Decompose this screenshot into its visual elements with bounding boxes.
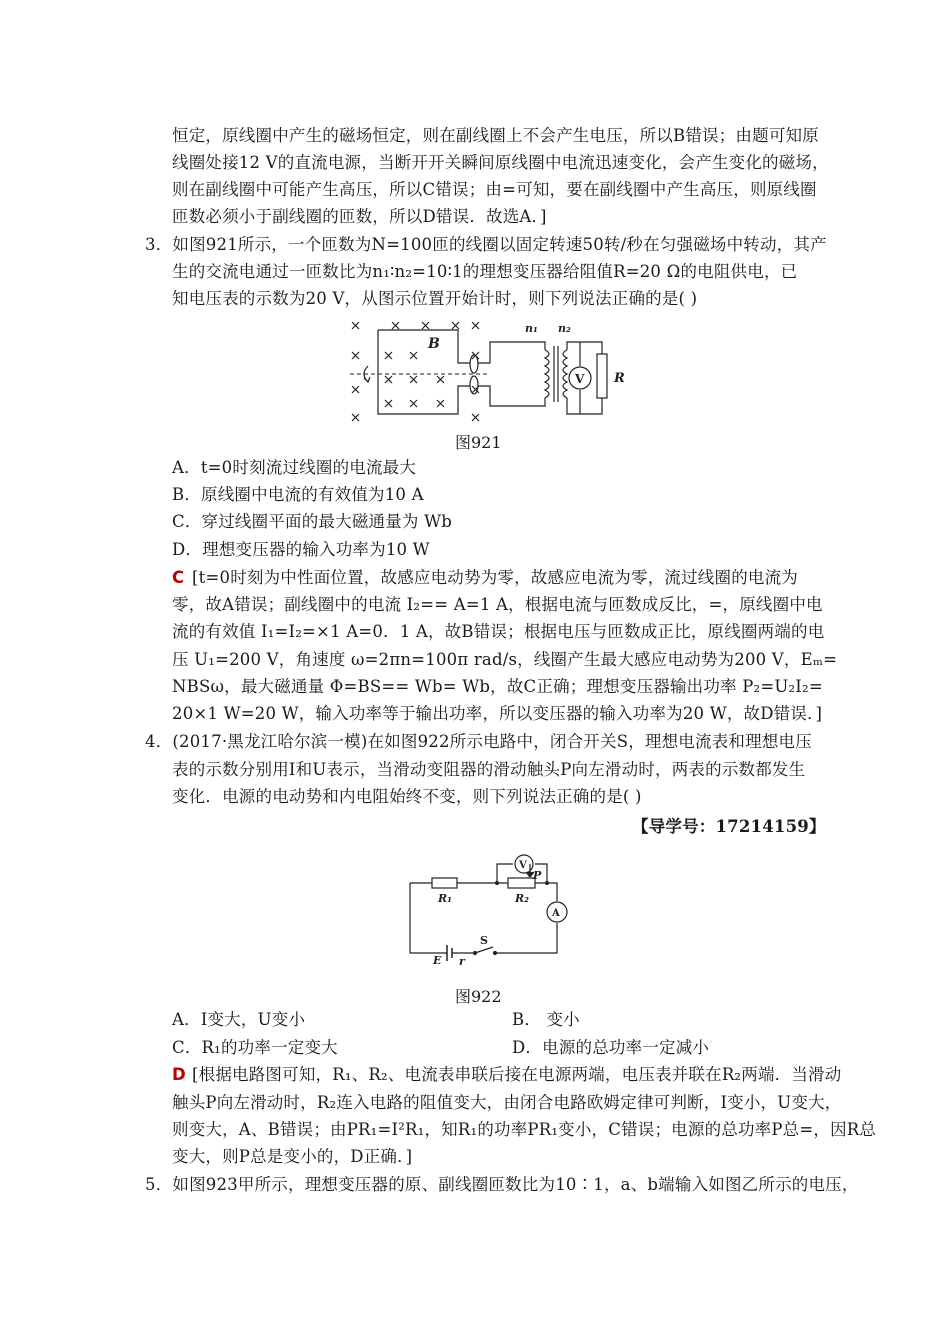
resistor-label: R [614,371,625,386]
field-label-b: B [428,336,440,352]
ammeter-label: A [552,908,560,919]
label-r1: R₁ [438,892,452,905]
q4-stem-line: 表的示数分别用I和U表示，当滑动变阻器的滑动触头P向左滑动时，两表的示数都发生 [172,760,806,779]
primary-coil [545,350,549,398]
resistor-symbol [597,354,607,398]
resistor-r1 [432,878,457,888]
guide-number: 【导学号：17214159】 [632,817,826,836]
q4-explanation-line: 则变大，A、B错误；由PR₁=I²R₁，知R₁的功率PR₁变小，C错误；电源的总功率P总=，因R总 [172,1120,877,1139]
voltmeter-label: V [519,860,527,871]
option-c: C．穿过线圈平面的最大磁通量为 Wb [172,512,452,531]
label-n2: n₂ [558,322,571,335]
q3-explanation-line: 20×1 W=20 W，输入功率等于输出功率，所以变压器的输入功率为20 W，故D错误．] [172,704,823,723]
switch-label-s: S [480,934,488,947]
option-d: D．理想变压器的输入功率为10 W [172,540,430,559]
option-a: A．I变大，U变小 [172,1010,306,1029]
q4-explanation-line: 变大，则P总是变小的，D正确．] [172,1147,413,1166]
q3-stem-line: 生的交流电通过一匝数比为n₁∶n₂=10∶1的理想变压器给阻值R=20 Ω的电阻供电，已 [172,262,798,281]
q3-explanation-line: 零，故A错误；副线圈中的电流 I₂== A=1 A，根据电流与匝数成反比，=，原线圈中电 [172,595,823,614]
q2-explanation-line: 线圈处接12 V的直流电源，当断开开关瞬间原线圈中电流迅速变化，会产生变化的磁场， [172,153,829,172]
q3-explanation-line: 压 U₁=200 V，角速度 ω=2πn=100π rad/s，线圈产生最大感应电动势为200 V，Eₘ= [172,650,838,669]
q2-explanation-line: 恒定，原线圈中产生的磁场恒定，则在副线圈上不会产生电压，所以B错误；由题可知原 [172,126,819,145]
option-b: B． 变小 [512,1010,580,1029]
figure-921-generator-transformer [340,318,640,430]
option-c: C．R₁的功率一定变大 [172,1038,338,1057]
figure-922-circuit [405,848,575,966]
secondary-coil [563,350,567,398]
q3-explanation-line: NBSω，最大磁通量 Φ=BS== Wb= Wb，故C正确；理想变压器输出功率 P₂=U₂I₂= [172,677,823,696]
q4-stem-line: 变化．电源的电动势和内电阻始终不变，则下列说法正确的是( ) [172,787,642,806]
voltmeter-label: V [575,372,585,386]
resistor-r2 [508,878,535,888]
q2-explanation-line: 则在副线圈中可能产生高压，所以C错误；由=可知，要在副线圈中产生高压，则原线圈 [172,180,817,199]
q3-explanation-line: 流的有效值 I₁=I₂=×1 A=0．1 A，故B错误；根据电压与匝数成正比，原线圈两端的电 [172,622,825,641]
label-n1: n₁ [525,322,538,335]
transformer-core [554,346,558,402]
q3-stem-line: 知电压表的示数为20 V，从图示位置开始计时，则下列说法正确的是( ) [172,289,698,308]
magnetic-field-crosses [352,322,479,421]
q4-explanation-line: [根据电路图可知，R₁、R₂、电流表串联后接在电源两端，电压表并联在R₂两端．当滑动 [192,1065,842,1084]
q3-explanation-line: [t=0时刻为中性面位置，故感应电动势为零，故感应电流为零，流过线圈的电流为 [192,568,798,587]
label-e: E [433,954,442,967]
q5-stem-line: 5．如图923甲所示，理想变压器的原、副线圈匝数比为10∶1，a、b端输入如图乙所示的电压， [145,1175,859,1194]
slider-label-p: P [533,869,542,882]
answer-letter: C [172,568,185,587]
option-d: D．电源的总功率一定减小 [512,1038,710,1057]
q3-stem-line: 3．如图921所示，一个匝数为N=100匝的线圈以固定转速50转/秒在匀强磁场中转动，其产 [145,235,827,254]
q4-stem-line: 4．(2017·黑龙江哈尔滨一模)在如图922所示电路中，闭合开关S，理想电流表和理想电压 [145,732,812,751]
label-r: r [459,955,465,968]
q4-explanation-line: 触头P向左滑动时，R₂连入电路的阻值变大，由闭合电路欧姆定律可判断，I变小，U变大， [172,1093,842,1112]
option-a: A．t=0时刻流过线圈的电流最大 [172,458,417,477]
option-b: B．原线圈中电流的有效值为10 A [172,485,424,504]
q2-explanation-line: 匝数必须小于副线圈的匝数，所以D错误．故选A．] [172,207,547,226]
figure-caption: 图922 [455,987,502,1006]
figure-caption: 图921 [455,433,502,452]
switch-s [475,947,493,953]
label-r2: R₂ [515,892,529,905]
answer-letter: D [172,1065,186,1084]
rotating-coil [378,330,470,414]
battery-symbol [447,945,452,961]
